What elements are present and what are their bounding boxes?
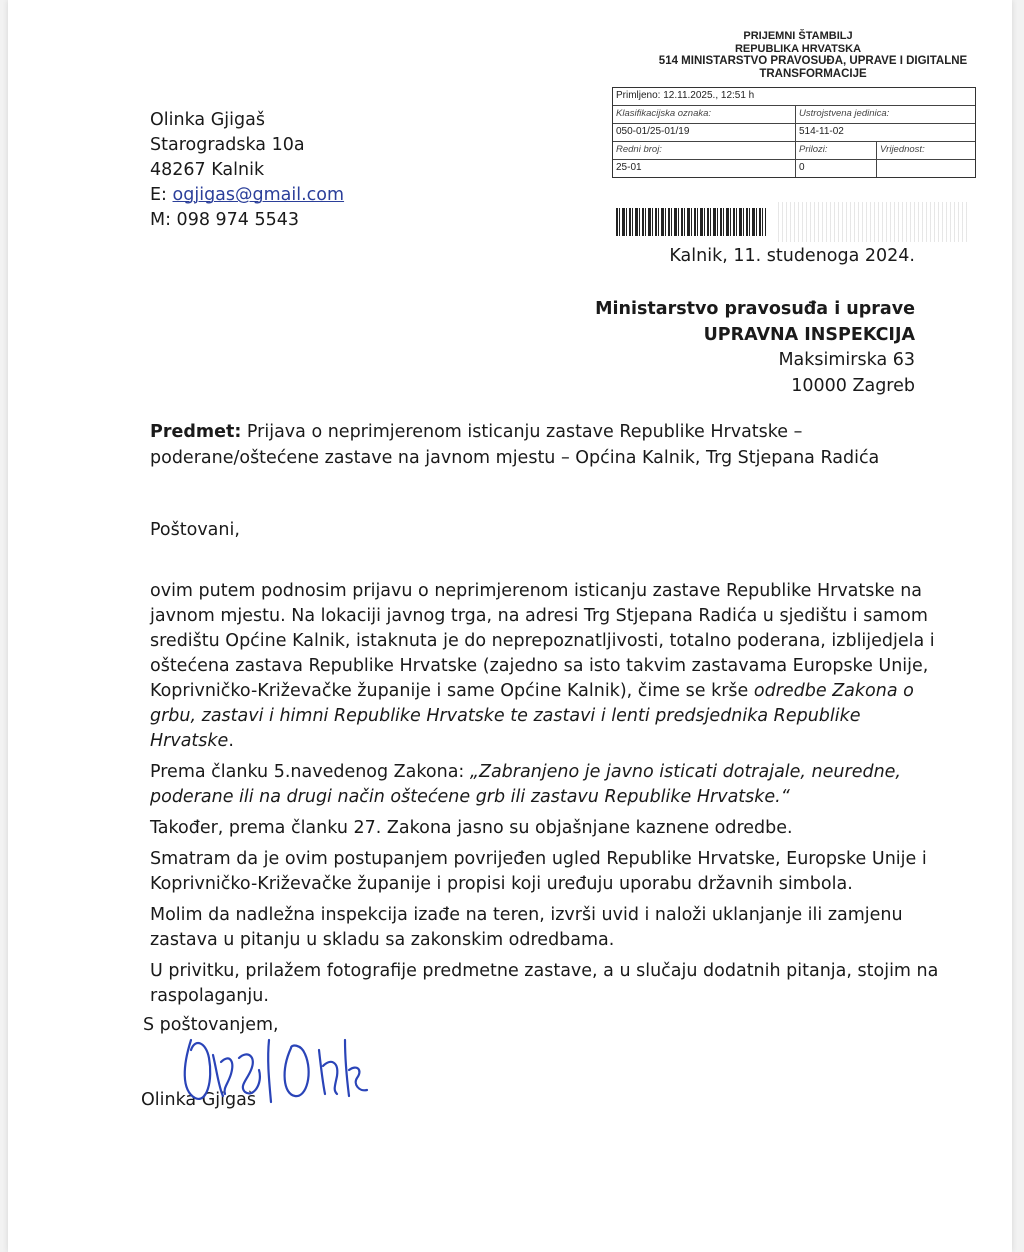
recipient-dept: UPRAVNA INSPEKCIJA bbox=[703, 324, 915, 345]
body-paragraph: U privitku, prilažem fotografije predmetne zastave, a u slučaju dodatnih pitanja, stojim na raspolaganju. bbox=[150, 961, 939, 1006]
body-paragraph: Smatram da je ovim postupanjem povrijeđen ugled Republike Hrvatske, Europske Unije i Koprivničko-Križevačke županije i propisi koji uređuju uporabu državnih simbola. bbox=[150, 849, 927, 894]
recipient-city: 10000 Zagreb bbox=[791, 375, 915, 396]
body-paragraph bbox=[150, 579, 940, 754]
stamp-table bbox=[612, 87, 976, 178]
stamp-classification-value: 050-01/25-01/19 bbox=[613, 124, 796, 141]
body-paragraph: Molim da nadležna inspekcija izađe na teren, izvrši uvid i naloži uklanjanje ili zamjenu zastava u pitanju u skladu sa zakonskim odredbama. bbox=[150, 905, 903, 950]
stamp-title: PRIJEMNI ŠTAMBILJ bbox=[743, 30, 853, 42]
sender-name: Olinka Gjigaš bbox=[150, 110, 265, 130]
stamp-unit-value: 514-11-02 bbox=[799, 126, 844, 137]
body-paragraph: Također, prema članku 27. Zakona jasno su objašnjane kaznene odredbe. bbox=[150, 818, 793, 838]
subject-line bbox=[150, 420, 930, 471]
stamp-value-label: Vrijednost: bbox=[880, 144, 925, 155]
reception-stamp bbox=[608, 30, 968, 173]
body-paragraph bbox=[150, 760, 940, 810]
stamp-country: REPUBLIKA HRVATSKA bbox=[734, 42, 862, 55]
handwritten-signature bbox=[173, 1010, 383, 1120]
stamp-value-value bbox=[877, 160, 975, 177]
law-citation: odredbe Zakona o grbu, zastavi i himni Republike Hrvatske te zastavi i lenti predsjednika Republike Hrvatske bbox=[150, 681, 914, 751]
sender-block bbox=[150, 108, 344, 233]
stamp-row bbox=[613, 88, 975, 106]
body-text: . bbox=[228, 731, 234, 751]
law-quote: „Zabranjeno je javno isticati dotrajale, neuredne, poderane ili na drugi način oštećene grb ili zastavu Republike Hrvatske.“ bbox=[150, 762, 901, 807]
subject-text: Prijava o neprimjerenom isticanju zastave Republike Hrvatske – poderane/oštećene zastave na javnom mjestu – Općina Kalnik, Trg Stjepana Radića bbox=[150, 422, 880, 468]
greeting: Poštovani, bbox=[150, 520, 240, 540]
body-text: ovim putem podnosim prijavu o neprimjerenom isticanju zastave Republike Hrvatske na javnom mjestu. Na lokaciji javnog trga, na adresi Trg Stjepana Radića u sjedištu i samom središtu Općine Kalnik, istaknuta je do neprepoznatljivosti, totalno poderana, izblijedjela i oštećena zastava Republike Hrvatske (zajedno sa isto takvim zastavama Europske Unije, Koprivničko-Križevačke županije i same Općine Kalnik), čime se krše bbox=[150, 581, 935, 701]
stamp-row bbox=[613, 124, 975, 142]
letter-body bbox=[150, 579, 940, 1015]
subject-label: Predmet: bbox=[150, 422, 242, 442]
stamp-ministry: 514 MINISTARSTVO PRAVOSUĐA, UPRAVE I DIGITALNE TRANSFORMACIJE bbox=[658, 55, 968, 80]
closing: S poštovanjem, bbox=[143, 1015, 279, 1035]
stamp-received: Primljeno: 12.11.2025., 12:51 h bbox=[616, 90, 755, 101]
stamp-print-texture bbox=[778, 202, 968, 242]
letter-date: Kalnik, 11. studenoga 2024. bbox=[669, 246, 915, 266]
letter-page bbox=[8, 0, 1012, 1252]
sender-city: 48267 Kalnik bbox=[150, 160, 265, 180]
stamp-row bbox=[613, 160, 975, 177]
stamp-classification-label: Klasifikacijska oznaka: bbox=[613, 106, 796, 123]
sender-email-line bbox=[150, 183, 344, 208]
stamp-barcode bbox=[616, 208, 766, 236]
stamp-row bbox=[613, 106, 975, 124]
recipient-org: Ministarstvo pravosuđa i uprave bbox=[595, 299, 915, 319]
stamp-unit-label: Ustrojstvena jedinica: bbox=[799, 108, 890, 119]
sender-phone: M: 098 974 5543 bbox=[150, 210, 300, 230]
body-text: Prema članku 5.navedenog Zakona: bbox=[150, 762, 465, 782]
stamp-attachments-value: 0 bbox=[796, 160, 877, 177]
stamp-attachments-label: Prilozi: bbox=[796, 142, 877, 159]
signer-name: Olinka Gjigaš bbox=[141, 1090, 256, 1110]
sender-email-label: E: bbox=[150, 185, 167, 205]
stamp-row bbox=[613, 142, 975, 160]
recipient-street: Maksimirska 63 bbox=[778, 350, 915, 370]
stamp-number-value: 25-01 bbox=[613, 160, 796, 177]
sender-email-link[interactable]: ogjigas@gmail.com bbox=[172, 185, 345, 205]
sender-street: Starogradska 10a bbox=[150, 135, 305, 155]
stamp-number-label: Redni broj: bbox=[613, 142, 796, 159]
recipient-block bbox=[595, 297, 915, 399]
